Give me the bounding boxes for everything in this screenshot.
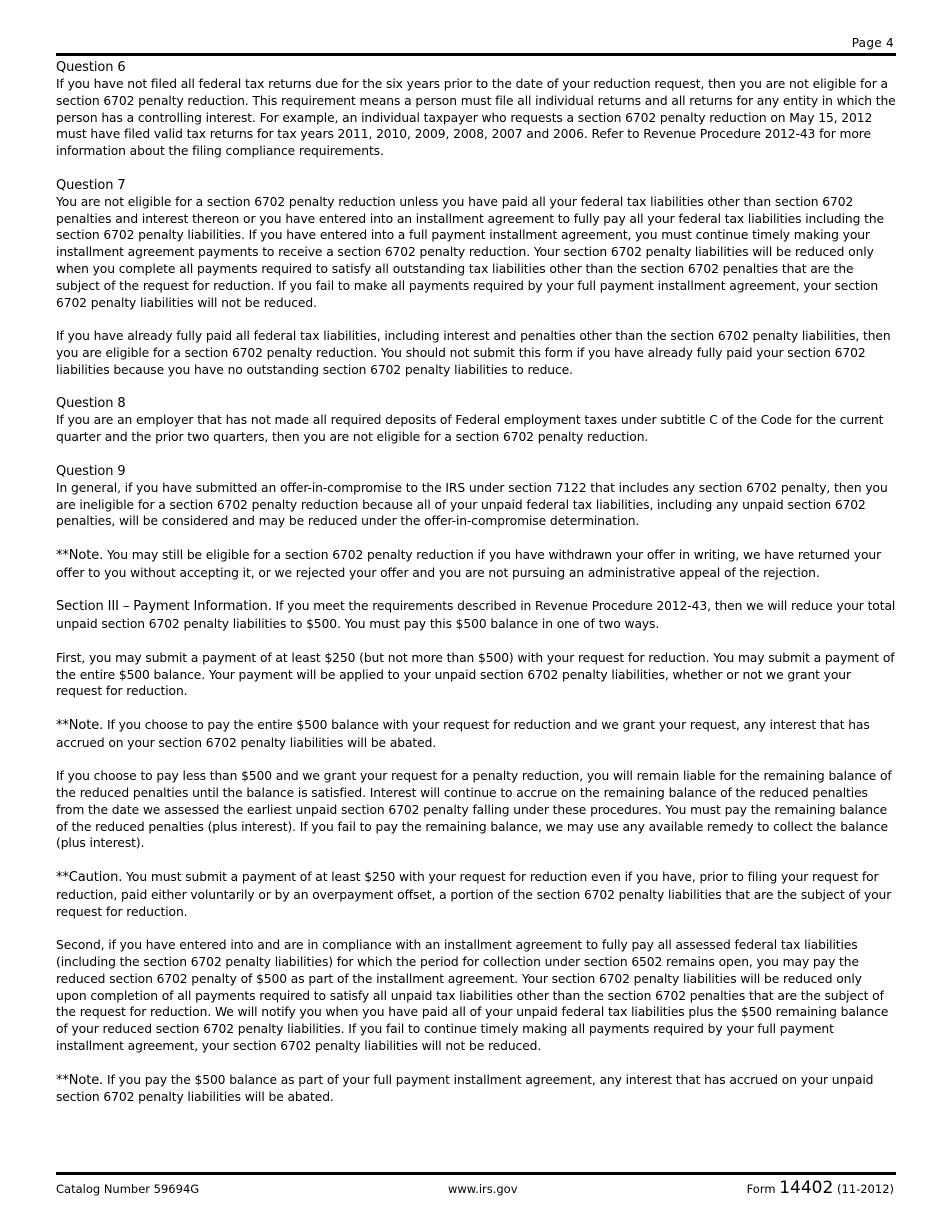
note-label: **Note. (56, 717, 104, 733)
section-heading: Question 9 (56, 463, 126, 479)
section-text: If you choose to pay the entire $500 balance with your request for reduction and we grant your request, any interest that has accrued on your section 6702 penalty liabilities will be abated. (56, 717, 870, 750)
section-heading: Question 7 (56, 177, 126, 193)
bottom-rule (56, 1172, 896, 1175)
form-revision: (11-2012) (836, 1182, 894, 1196)
form-number: 14402 (779, 1178, 834, 1198)
section-text: In general, if you have submitted an offer-in-compromise to the IRS under section 7122 that includes any section 6702 penalty, then you are ineligible for a section 6702 penalty reduction because all of your unpaid federal tax liabilities, including any unpaid section 6702 penalties, will be considered and may be reduced under the offer-in-compromise determination. (56, 480, 888, 529)
question-8-section (56, 395, 896, 446)
question-7-section (56, 177, 896, 312)
section-text: You must submit a payment of at least $250 with your request for reduction even if you have, prior to filing your request for reduction, paid either voluntarily or by an overpayment offset, a portion of the section 6702 penalty liabilities that are the subject of your request for reduction. (56, 870, 892, 919)
page-number: Page 4 (851, 36, 894, 50)
document-body (56, 59, 896, 1123)
first-payment-option (56, 650, 896, 700)
section-text: If you pay the $500 balance as part of your full payment installment agreement, any interest that has accrued on your unpaid section 6702 penalty liabilities will be abated. (56, 1072, 874, 1105)
full-balance-note (56, 717, 896, 752)
section-text: If you are an employer that has not made all required deposits of Federal employment taxes under subtitle C of the Code for the current quarter and the prior two quarters, then you are not eligible for a section 6702 penalty reduction. (56, 413, 884, 445)
second-payment-option (56, 937, 896, 1055)
section-text: If you choose to pay less than $500 and we grant your request for a penalty reduction, you will remain liable for the remaining balance of the reduced penalties until the balance is satisfied. Interest will continue to accrue on the remaining balance of the reduced penalties from the date we assessed the earliest unpaid section 6702 penalty falling under these procedures. You must pay the remaining balance of the reduced penalties (plus interest). If you fail to pay the remaining balance, we may use any available remedy to collect the balance (plus interest). (56, 769, 892, 851)
section-text: Second, if you have entered into and are in compliance with an installment agreement to fully pay all assessed federal tax liabilities (including the section 6702 penalty liabilities) for which the period for collection under section 6502 remains open, you may pay the reduced section 6702 penalty of $500 as part of the installment agreement. Your section 6702 penalty liabilities will be reduced only upon completion of all payments required to satisfy all unpaid tax liabilities other than the section 6702 penalties that are the subject of the request for reduction. We will notify you when you have paid all of your unpaid federal tax liabilities plus the $500 remaining balance of your reduced section 6702 penalty liabilities. If you fail to continue timely making all payments required by your full payment installment agreement, your section 6702 penalty liabilities will not be reduced. (56, 938, 889, 1054)
form-label: Form (746, 1182, 776, 1196)
section-text: You are not eligible for a section 6702 penalty reduction unless you have paid all your federal tax liabilities other than section 6702 penalties and interest thereon or you have entered into an installment agreement to fully pay all your federal tax liabilities including the section 6702 penalty liabilities. If you have entered into a full payment installment agreement, you must continue timely making your installment agreement payments to receive a section 6702 penalty reduction. Your section 6702 penalty liabilities will be reduced only when you complete all payments required to satisfy all outstanding tax liabilities other than the section 6702 penalties that are the subject of the request for reduction. If you fail to make all payments required by your full payment installment agreement, your section 6702 penalty liabilities will not be reduced. (56, 194, 885, 310)
top-rule (56, 53, 896, 56)
note-label: **Note. (56, 547, 104, 563)
page-footer (56, 1178, 896, 1200)
section-text: First, you may submit a payment of at least $250 (but not more than $500) with your request for reduction. You may submit a payment of the entire $500 balance. Your payment will be applied to your unpaid section 6702 penalty liabilities, whether or not we grant your request for reduction. (56, 650, 895, 699)
section-heading: Question 6 (56, 60, 126, 75)
caution-label: **Caution. (56, 870, 123, 886)
catalog-number: Catalog Number 59694G (56, 1182, 200, 1196)
irs-website: www.irs.gov (448, 1182, 518, 1196)
question-6-section (56, 59, 896, 160)
section-text: If you have not filed all federal tax returns due for the six years prior to the date of your reduction request, then you are not eligible for a section 6702 penalty reduction. This requirement means a person must file all individual returns and all returns for any entity in which the person has a controlling interest. For example, an individual taxpayer who requests a section 6702 penalty reduction on May 15, 2012 must have filed valid tax returns for tax years 2011, 2010, 2009, 2008, 2007 and 2006. Refer to Revenue Procedure 2012-43 for more information about the filing compliance requirements. (56, 77, 896, 159)
section-text: If you meet the requirements described in Revenue Procedure 2012-43, then we will reduce your total unpaid section 6702 penalty liabilities to $500. You must pay this $500 balance in one of two ways. (56, 599, 896, 632)
section-iii-payment-information (56, 598, 896, 633)
question-9-section (56, 463, 896, 530)
section-text: You may still be eligible for a section 6702 penalty reduction if you have withdrawn your offer in writing, we have returned your offer to you without accepting it, or we rejected your offer and you are not pursuing an administrative appeal of the rejection. (56, 547, 882, 580)
section-heading: Question 8 (56, 396, 126, 412)
payment-caution (56, 869, 896, 920)
section-iii-label: Section III – Payment Information. (56, 599, 272, 615)
partial-payment-paragraph (56, 768, 896, 852)
section-text: If you have already fully paid all federal tax liabilities, including interest and penalties other than the section 6702 penalty liabilities, then you are eligible for a section 6702 penalty reduction. You should not submit this form if you have already fully paid your section 6702 liabilities because you have no outstanding section 6702 penalty liabilities to reduce. (56, 329, 891, 377)
installment-note (56, 1072, 896, 1107)
offer-note (56, 547, 896, 582)
note-label: **Note. (56, 1072, 104, 1088)
form-identifier (747, 1178, 894, 1198)
paid-liabilities-paragraph (56, 328, 896, 378)
